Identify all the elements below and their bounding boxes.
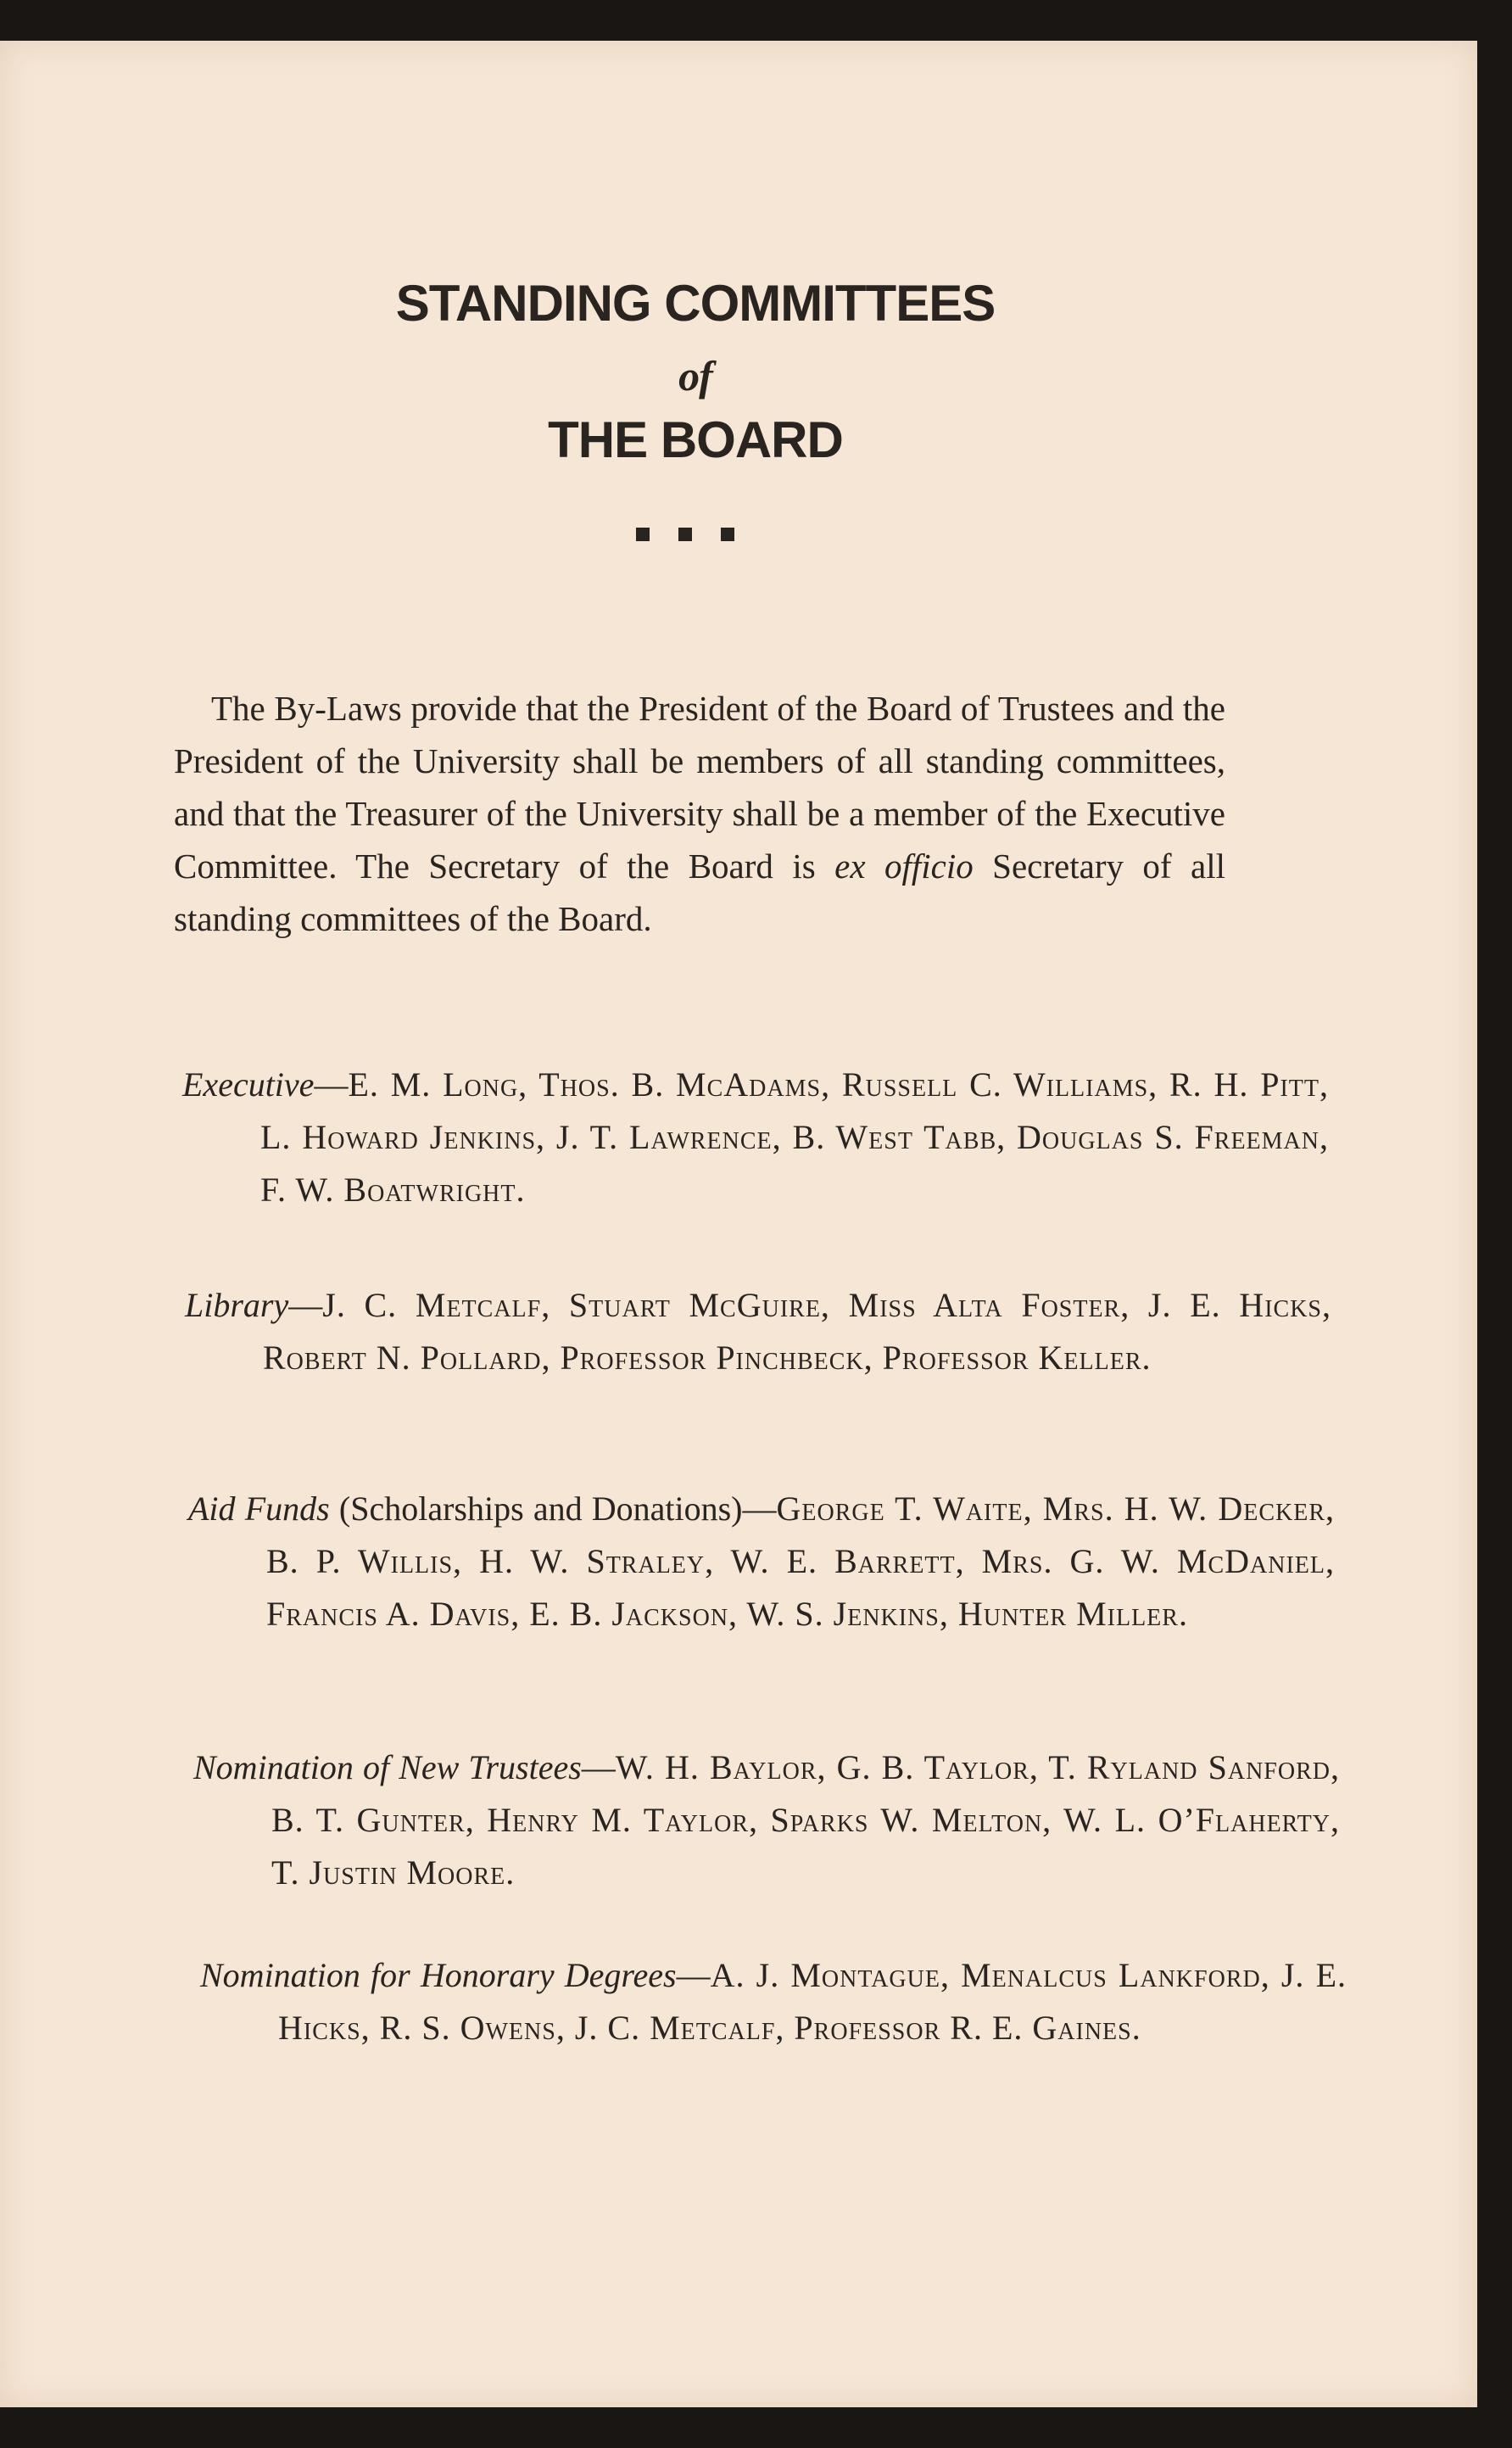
intro-paragraph [174,682,1225,945]
committee-label: Nomination of New Trustees [193,1748,582,1786]
committee-members: A. J. Montague, Menalcus Lankford, J. E. Hicks, R. S. Owens, J. C. Metcalf, Professor R. E. Gaines. [278,1956,1347,2047]
committee-honorary-degrees: Nomination for Honorary Degrees—A. J. Montague, Menalcus Lankford, J. E. Hicks, R. S. Owens, J. C. Metcalf, Professor R. E. Gaines. [200,1956,1347,2047]
committee-executive: Executive—E. M. Long, Thos. B. McAdams, Russell C. Williams, R. H. Pitt, L. Howard Jenkins, J. T. Lawrence, B. West Tabb, Douglas S. Freeman, F. W. Boatwright. [182,1065,1329,1209]
committee-label: Executive [182,1065,315,1104]
committee-members: J. C. Metcalf, Stuart McGuire, Miss Alta Foster, J. E. Hicks, Robert N. Pollard, Professor Pinchbeck, Professor Keller. [263,1286,1331,1377]
heading-line-2: of [678,352,712,400]
committee-label: Aid Funds [188,1489,330,1528]
ornament-divider [636,528,734,541]
committee-label: Nomination for Honorary Degrees [200,1956,677,1994]
intro-text-1: The By-Laws provide that the President of the Board of Trustees and the President of the University shall be members of all standing committees, and that the Treasurer of the University shall be a member of the Executive Committee. The Secretary of the Board is [174,689,1225,886]
committee-members: W. H. Baylor, G. B. Taylor, T. Ryland Sanford, B. T. Gunter, Henry M. Taylor, Sparks W. Melton, W. L. O’Flaherty, T. Justin Moore. [271,1748,1340,1892]
committee-label: Library [185,1286,289,1324]
intro-text-2: Secretary of all standing committees of the Board. [174,847,1225,938]
square-ornament-icon [636,528,650,541]
document-page [0,41,1477,2407]
square-ornament-icon [678,528,692,541]
heading-line-1: STANDING COMMITTEES [395,275,996,332]
committee-aid-funds: Aid Funds (Scholarships and Donations)—George T. Waite, Mrs. H. W. Decker, B. P. Willis, H. W. Straley, W. E. Barrett, Mrs. G. W. McDaniel, Francis A. Davis, E. B. Jackson, W. S. Jenkins, Hunter Miller. [188,1489,1335,1633]
committee-library: Library—J. C. Metcalf, Stuart McGuire, Miss Alta Foster, J. E. Hicks, Robert N. Pollard, Professor Pinchbeck, Professor Keller. [185,1286,1331,1377]
heading-line-3: THE BOARD [548,411,843,468]
committee-members: George T. Waite, Mrs. H. W. Decker, B. P. Willis, H. W. Straley, W. E. Barrett, Mrs. G. W. McDaniel, Francis A. Davis, E. B. Jackson, W. S. Jenkins, Hunter Miller. [266,1489,1335,1633]
intro-italic: ex officio [834,847,974,886]
committee-prefix: (Scholarships and Donations) [329,1489,743,1528]
committee-nomination-trustees: Nomination of New Trustees—W. H. Baylor, G. B. Taylor, T. Ryland Sanford, B. T. Gunter, Henry M. Taylor, Sparks W. Melton, W. L. O’Flaherty, T. Justin Moore. [193,1748,1340,1892]
committee-members: E. M. Long, Thos. B. McAdams, Russell C. Williams, R. H. Pitt, L. Howard Jenkins, J. T. Lawrence, B. West Tabb, Douglas S. Freeman, F. W. Boatwright. [260,1065,1329,1209]
square-ornament-icon [721,528,734,541]
